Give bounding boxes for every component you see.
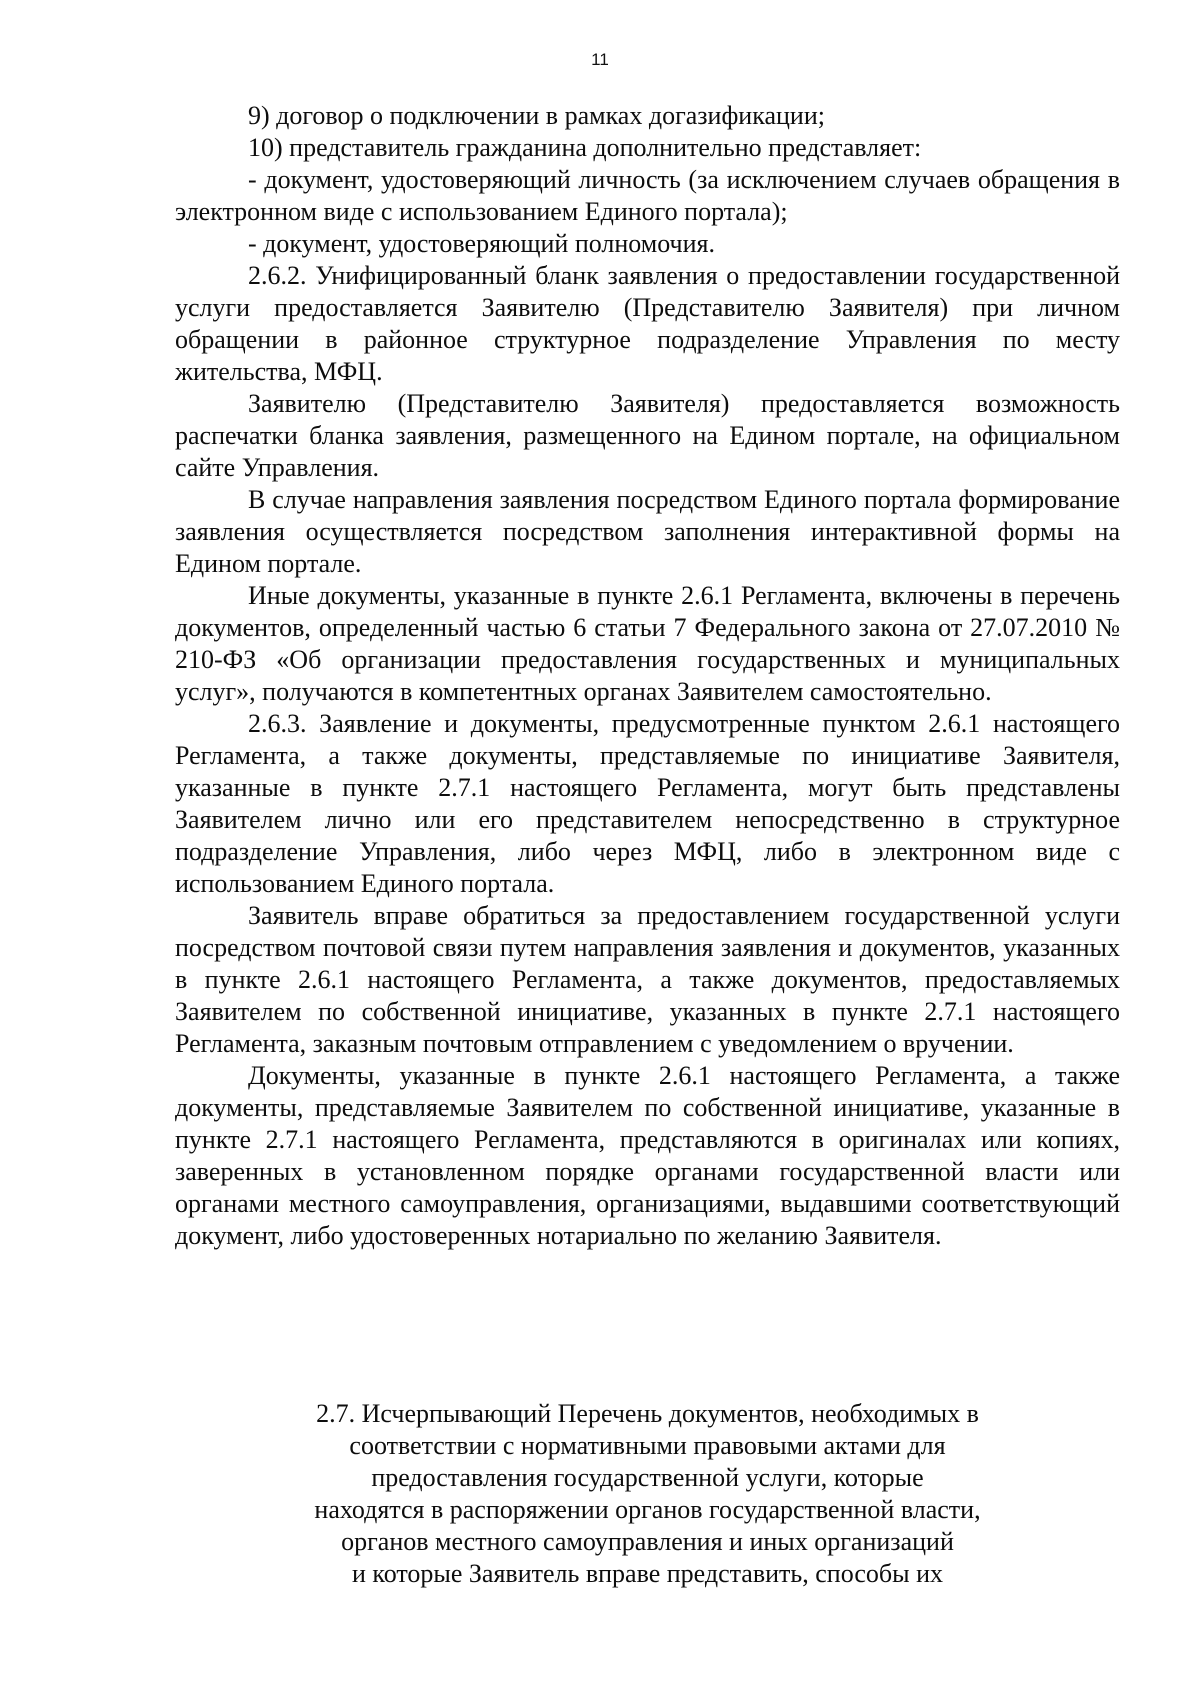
heading-line: находятся в распоряжении органов государственной власти,: [314, 1495, 981, 1524]
paragraph-2-6-2: 2.6.2. Унифицированный бланк заявления о предоставлении государственной услуги предоставляется Заявителю (Представителю Заявителя) при личном обращении в районное структурное подразделение Управления по месту жительства, МФЦ.: [175, 261, 1120, 386]
heading-line: и которые Заявитель вправе представить, способы их: [351, 1559, 944, 1588]
page-number: 11: [591, 50, 609, 69]
paragraph-other-documents: Иные документы, указанные в пункте 2.6.1 Регламента, включены в перечень документов, определенный частью 6 статьи 7 Федерального закона от 27.07.2010 № 210-ФЗ «Об организации предоставления государственных и муниципальных услуг», получаются в компетентных органах Заявителем самостоятельно.: [175, 581, 1120, 706]
paragraph-print-form: Заявителю (Представителю Заявителя) предоставляется возможность распечатки бланка заявления, размещенного на Едином портале, на официальном сайте Управления.: [175, 389, 1120, 482]
paragraph-originals-copies: Документы, указанные в пункте 2.6.1 настоящего Регламента, а также документы, представляемые Заявителем по собственной инициативе, указанные в пункте 2.7.1 настоящего Регламента, представляются в оригиналах или копиях, заверенных в установленном порядке органами государственной власти или органами местного самоуправления, организациями, выдавшими соответствующий документ, либо удостоверенных нотариально по желанию Заявителя.: [175, 1061, 1120, 1250]
heading-line: 2.7. Исчерпывающий Перечень документов, необходимых в: [316, 1399, 979, 1428]
section-heading-2-7: [175, 1398, 1120, 1590]
heading-line: предоставления государственной услуги, которые: [371, 1463, 924, 1492]
paragraph-portal-application: В случае направления заявления посредством Единого портала формирование заявления осуществляется посредством заполнения интерактивной формы на Едином портале.: [175, 485, 1120, 578]
paragraph-2-6-3: 2.6.3. Заявление и документы, предусмотренные пунктом 2.6.1 настоящего Регламента, а также документы, представляемые по инициативе Заявителя, указанные в пункте 2.7.1 настоящего Регламента, могут быть представлены Заявителем лично или его представителем непосредственно в структурное подразделение Управления, либо через МФЦ, либо в электронном виде с использованием Единого портала.: [175, 709, 1120, 898]
heading-line: соответствии с нормативными правовыми актами для: [349, 1431, 946, 1460]
paragraph-authority-document: - документ, удостоверяющий полномочия.: [248, 229, 716, 258]
heading-line: органов местного самоуправления и иных организаций: [341, 1527, 954, 1556]
paragraph-item-10: 10) представитель гражданина дополнительно представляет:: [248, 133, 922, 162]
body-text: [175, 100, 1120, 1252]
paragraph-postal-submission: Заявитель вправе обратиться за предоставлением государственной услуги посредством почтовой связи путем направления заявления и документов, указанных в пункте 2.6.1 настоящего Регламента, а также документов, предоставляемых Заявителем по собственной инициативе, указанных в пункте 2.7.1 настоящего Регламента, заказным почтовым отправлением с уведомлением о вручении.: [175, 901, 1120, 1058]
paragraph-identity-document: - документ, удостоверяющий личность (за исключением случаев обращения в электронном виде с использованием Единого портала);: [175, 165, 1120, 226]
paragraph-item-9: 9) договор о подключении в рамках догазификации;: [248, 101, 825, 130]
